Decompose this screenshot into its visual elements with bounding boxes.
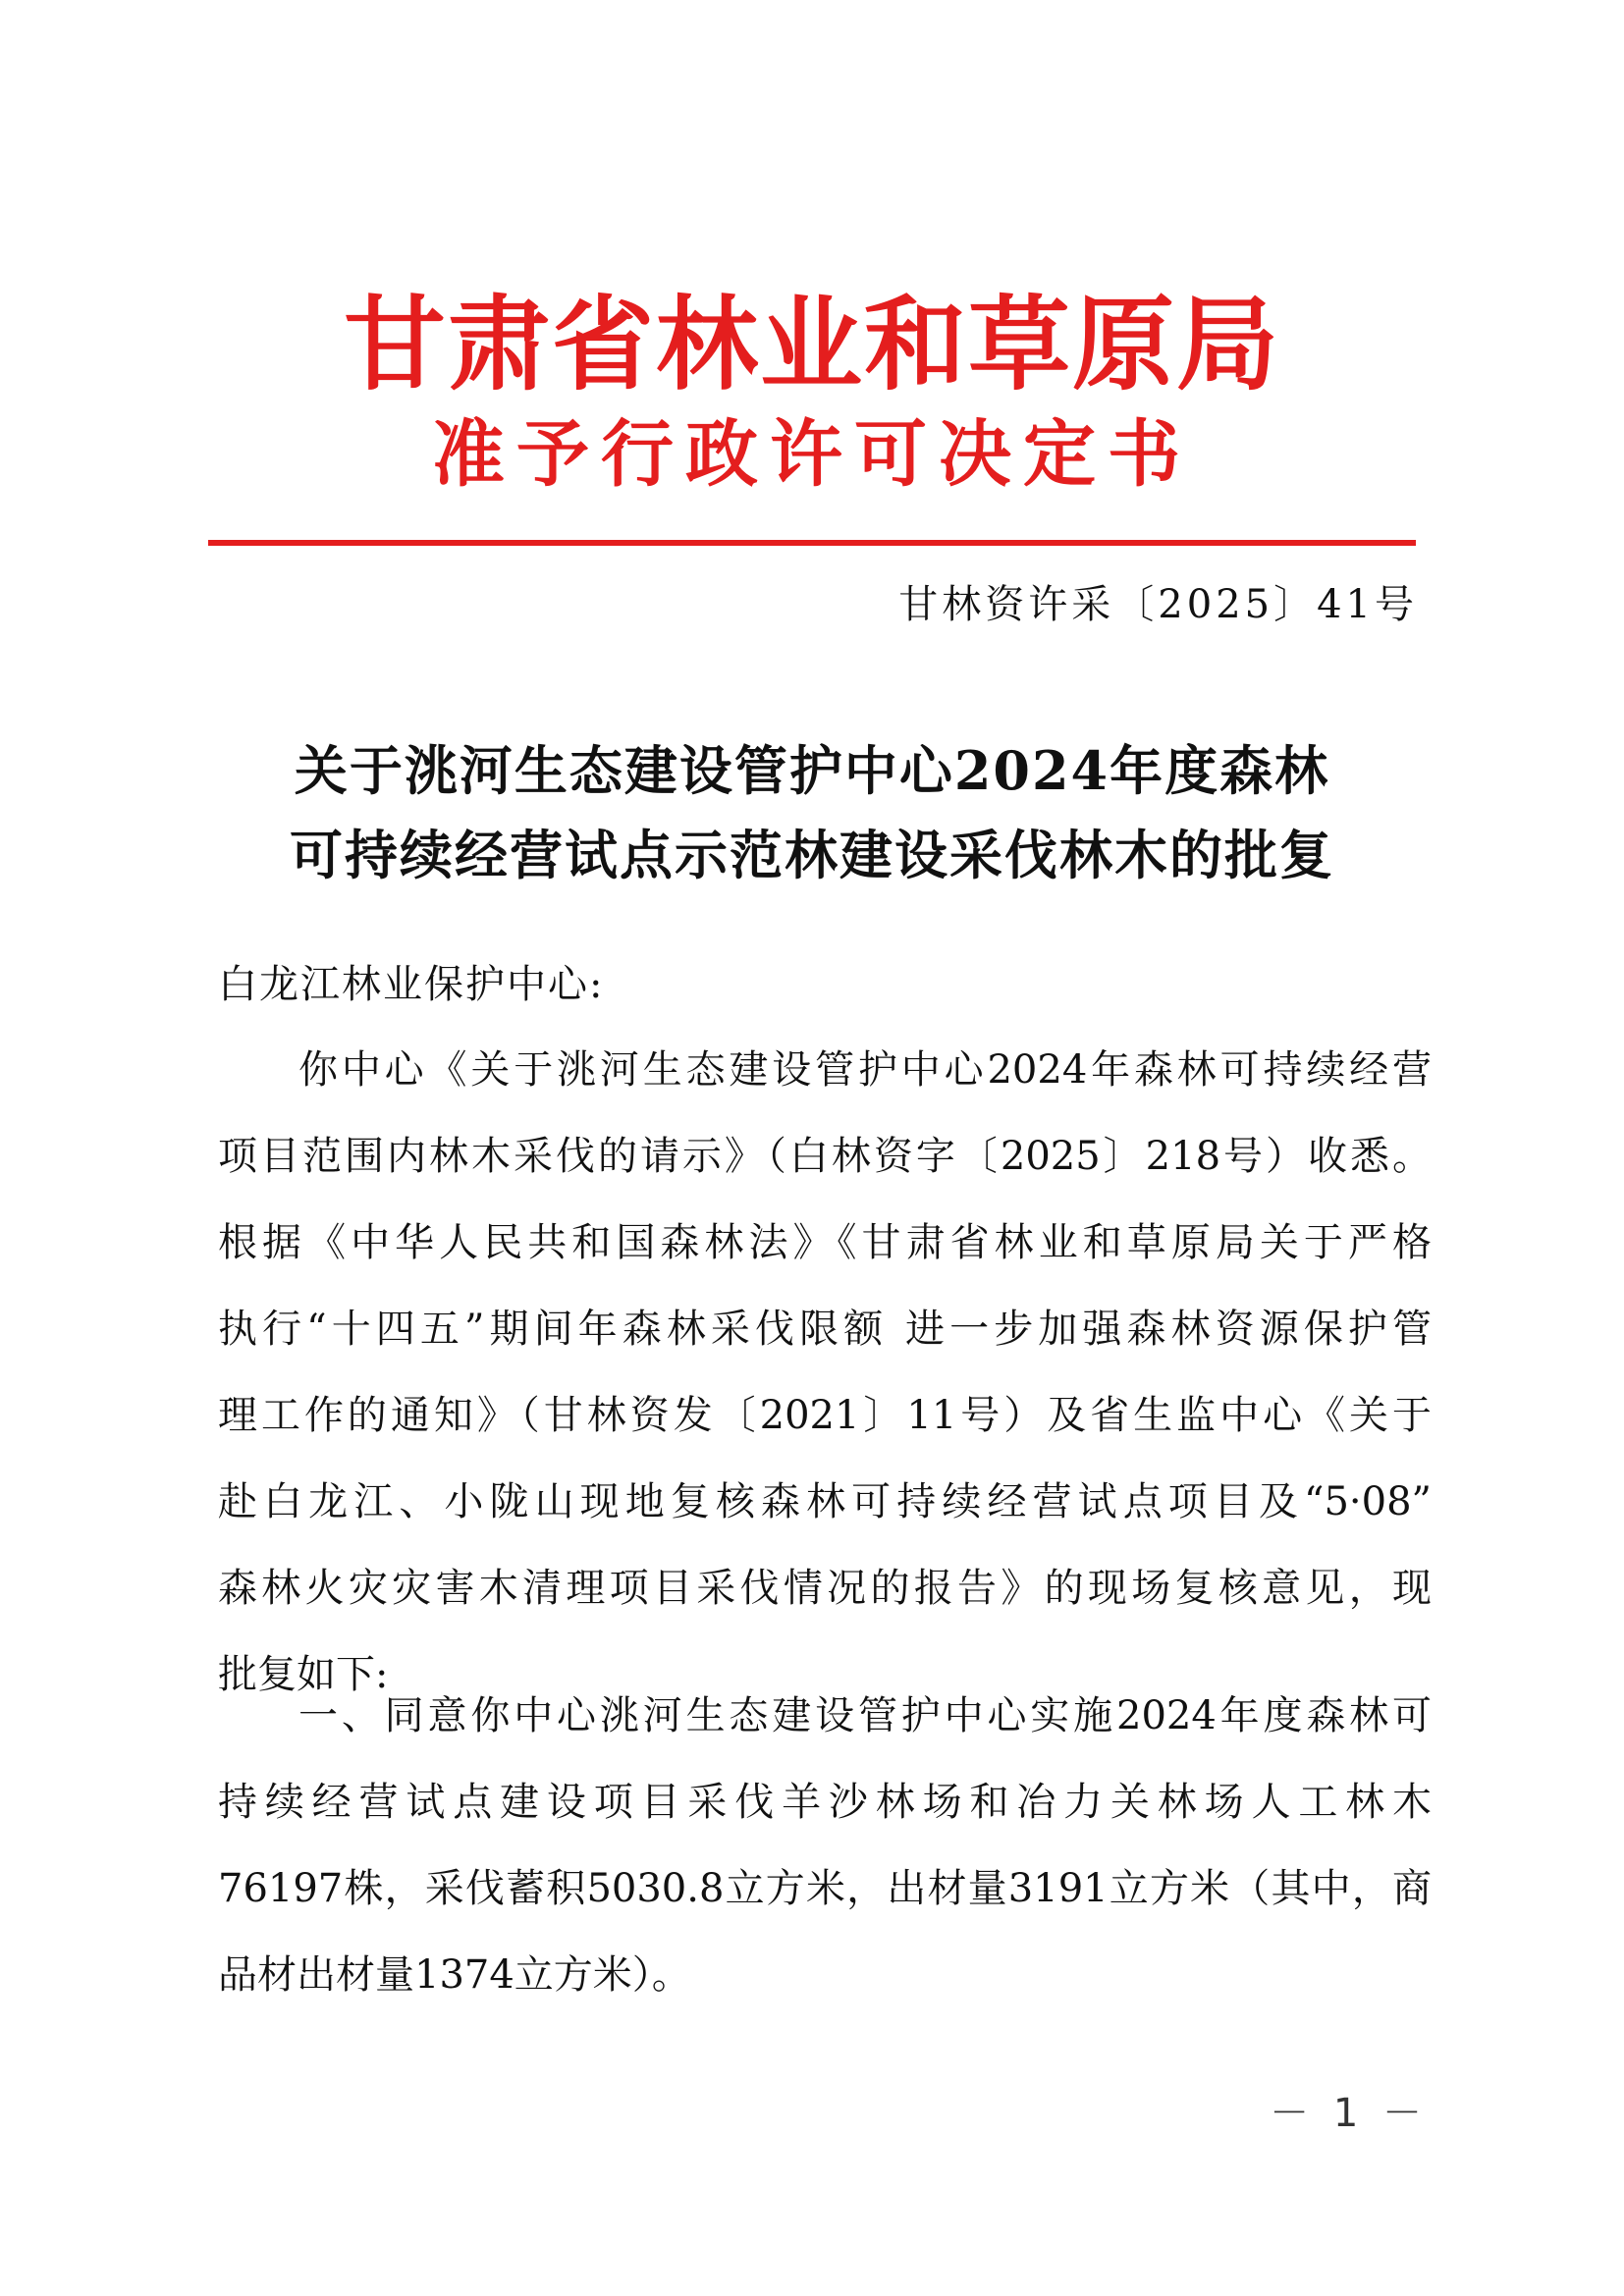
document-title-line: 可持续经营试点示范林建设采伐林木的批复: [290, 824, 1334, 886]
paragraph-line: 一、同意你中心洮河生态建设管护中心实施2024年度森林可: [298, 1693, 1432, 1738]
salutation: 白龙江林业保护中心:: [218, 962, 605, 1007]
paragraph-line: 品材出材量1374立方米）。: [218, 1952, 691, 1998]
paragraph-line: 执行“十四五”期间年森林采伐限额 进一步加强森林资源保护管: [218, 1307, 1432, 1352]
paragraph-line: 根据《中华人民共和国森林法》《甘肃省林业和草原局关于严格: [218, 1220, 1432, 1265]
body-paragraph-approval: [218, 1673, 1432, 2018]
masthead-subtitle: 准予行政许可决定书: [432, 412, 1192, 497]
paragraph-line: 你中心《关于洮河生态建设管护中心2024年森林可持续经营: [298, 1047, 1432, 1093]
body-paragraph-request: [218, 1027, 1432, 1718]
paragraph-line: 持续经营试点建设项目采伐羊沙林场和冶力关林场人工林木: [218, 1780, 1432, 1825]
paragraph-line: 批复如下:: [218, 1652, 389, 1697]
paragraph-line: 项目范围内林木采伐的请示》（白林资字〔2025〕218号）收悉。: [218, 1134, 1432, 1179]
paragraph-line: 赴白龙江、小陇山现地复核森林可持续经营试点项目及“5·08”: [218, 1479, 1432, 1524]
red-divider-line: [208, 540, 1416, 546]
paragraph-line: 76197株，采伐蓄积5030.8立方米，出材量3191立方米（其中，商: [218, 1866, 1432, 1911]
paragraph-line: 理工作的通知》（甘林资发〔2021〕11号）及省生监中心《关于: [218, 1393, 1432, 1438]
paragraph-line: 森林火灾灾害木清理项目采伐情况的报告》的现场复核意见，现: [218, 1566, 1432, 1611]
document-title: [206, 728, 1418, 897]
page-number: － 1 －: [1270, 2091, 1428, 2136]
masthead-title: 甘肃省林业和草原局: [343, 285, 1280, 404]
document-title-line: 关于洮河生态建设管护中心2024年度森林: [294, 739, 1330, 802]
document-number: 甘林资许采〔2025〕41号: [898, 582, 1418, 627]
